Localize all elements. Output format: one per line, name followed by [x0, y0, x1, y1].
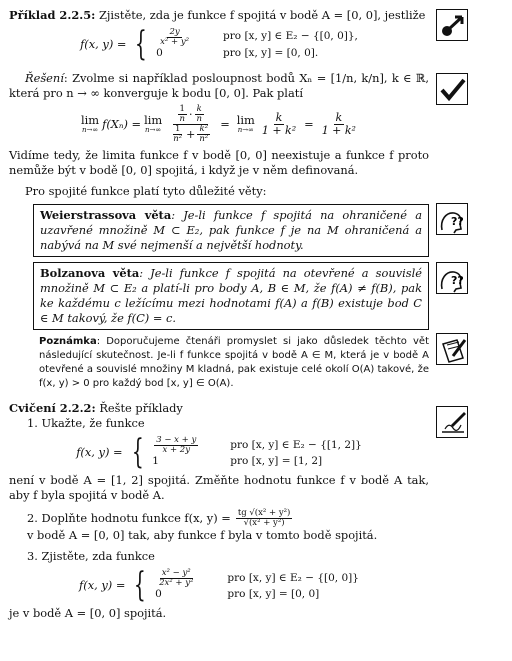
weierstrass-body: : Je-li funkce f spojitá na ohraničené a uzavřené množině M ⊂ E₂, pak funkce f je na M ohraničená a nabývá na M své nejmenší a největší hodnoty.	[40, 207, 422, 253]
weierstrass-theorem-box	[33, 204, 429, 257]
limit-subscript: n→∞	[81, 125, 99, 134]
solution-text1: : Zvolme si například posloupnost bodů Xₙ = [1/n, k/n], k ∈ ℝ, která pro n → ∞ konverguje k bodu [0, 0]. Pak platí	[9, 71, 429, 101]
item3-fraction	[157, 569, 195, 588]
exercise-heading	[9, 401, 429, 416]
example-func-lhs: f(x, y) =	[80, 36, 127, 51]
example-cases	[156, 28, 358, 61]
exercise-item3-intro: 3. Zjistěte, zda funkce	[27, 549, 155, 564]
fraction-numerator: x² − y²	[161, 568, 191, 579]
fraction-denominator: 2x² + y²	[159, 577, 194, 588]
fraction-denominator: 1 + k²	[261, 123, 297, 137]
limit-operator	[144, 115, 162, 133]
dot: ·	[188, 107, 193, 121]
item1-value2: 1	[152, 454, 159, 467]
example-case2-value: 0	[156, 46, 163, 59]
limit-word: lim	[144, 113, 163, 128]
fraction-numerator: tg √(x² + y²)	[237, 508, 291, 519]
item3-condition1: pro [x, y] ∈ E₂ − {[0, 0]}	[227, 571, 359, 584]
item1-condition1: pro [x, y] ∈ E₂ − {[1, 2]}	[230, 438, 362, 451]
notepad-pencil-icon	[436, 333, 468, 365]
exercise-item3-function	[9, 565, 429, 606]
equals-sign: =	[220, 116, 230, 131]
cursor-arrow-icon	[436, 9, 468, 41]
exercise-item3-after: je v bodě A = [0, 0] spojitá.	[9, 606, 167, 621]
fraction-denominator: x + 2y	[162, 444, 191, 455]
checkmark-icon	[436, 73, 468, 105]
fraction-denominator: n	[179, 114, 185, 125]
question-head-icon	[436, 262, 468, 294]
example-function	[9, 24, 429, 65]
limit-equation	[9, 105, 429, 144]
brace: {	[134, 565, 147, 606]
func-lhs: f(x, y) =	[79, 577, 126, 592]
exercise-item1-after: není v bodě A = [1, 2] spojitá. Změňte hodnotu funkce f v bodě A tak, aby f byla spojitá v bodě A.	[9, 473, 429, 503]
item1-condition2: pro [x, y] = [1, 2]	[230, 454, 323, 467]
fraction-numerator: k	[196, 104, 202, 115]
example-case1-condition: pro [x, y] ∈ E₂ − {[0, 0]},	[223, 30, 358, 43]
bolzano-body: : Je-li funkce f spojitá na otevřené a souvislé množině M ⊂ E₂ a platí-li pro body A, B ∈ M, že f(A) ≠ f(B), pak ke každému c ležícímu mezi hodnotami f(A) a f(B) existuje bod C ∈ M takový, že f(C) = c.	[40, 266, 422, 326]
item1-cases	[152, 436, 362, 469]
example-label: Příklad 2.2.5:	[9, 8, 96, 22]
fraction-denominator: n²	[199, 133, 209, 144]
func-lhs: f(x, y) =	[76, 444, 123, 459]
exercise-item1-intro: 1. Ukažte, že funkce	[27, 416, 145, 431]
pencil-writing-icon	[436, 406, 468, 438]
page-content	[9, 8, 429, 621]
result-fraction	[320, 112, 358, 136]
fraction-numerator: 2y	[169, 26, 180, 37]
fraction-numerator: 1	[179, 104, 185, 115]
fraction-numerator: k²	[199, 123, 209, 134]
compound-fraction	[167, 105, 214, 144]
svg-text:??: ??	[451, 274, 464, 287]
margin-icons	[436, 0, 506, 661]
example-text: Zjistěte, zda je funkce f spojitá v bodě A = [0, 0], jestliže	[98, 8, 426, 22]
compound-numerator	[173, 105, 207, 125]
note-title: Poznámka	[39, 336, 97, 348]
equals-sign: =	[304, 116, 314, 131]
f-xn: f(Xₙ) =	[102, 116, 142, 131]
item3-condition2: pro [x, y] = [0, 0]	[227, 587, 320, 600]
limit-word: lim	[81, 113, 100, 128]
fraction-numerator: k	[335, 111, 343, 125]
brace: {	[135, 24, 148, 65]
note-paragraph	[39, 335, 429, 391]
small-fraction	[194, 105, 203, 124]
limit-operator	[81, 115, 99, 133]
item2-text-a: 2. Doplňte hodnotu funkce f(x, y) =	[27, 511, 231, 526]
fraction-denominator: x² + y²	[160, 36, 190, 47]
svg-text:??: ??	[451, 215, 464, 228]
bolzano-theorem-box	[33, 262, 429, 330]
solution-conclusion: Vidíme tedy, že limita funkce f v bodě [0, 0] neexistuje a funkce f proto nemůže být v bodě [0, 0] spojitá, i když je v něm definovaná.	[9, 147, 429, 177]
theorems-intro: Pro spojité funkce platí tyto důležité věty:	[25, 183, 267, 198]
solution-label: Řešení	[25, 71, 64, 86]
limit-subscript: n→∞	[237, 125, 254, 134]
limit-operator	[237, 115, 255, 133]
plus: +	[186, 127, 196, 141]
fraction-denominator: n²	[173, 133, 183, 144]
fraction-numerator: k	[275, 111, 283, 125]
limit-word: lim	[236, 113, 255, 128]
small-fraction	[171, 125, 184, 144]
example-paragraph	[9, 8, 429, 23]
fraction-numerator: 1	[174, 123, 181, 134]
example-case2-condition: pro [x, y] = [0, 0].	[223, 46, 319, 59]
fraction-denominator: 1 + k²	[321, 123, 356, 137]
limit-fraction	[260, 112, 298, 136]
item3-cases	[155, 569, 359, 602]
exercise-item1-function	[9, 432, 429, 473]
item2-text-b: v bodě A = [0, 0] tak, aby funkce f byla v tomto bodě spojitá.	[27, 528, 378, 543]
compound-denominator	[167, 125, 214, 144]
brace: {	[131, 432, 144, 473]
note-body: : Doporučujeme čtenáři promyslet si jako důsledek těchto vět následující skutečnost. Je-li f funkce spojitá v bodě A ∈ M, která je v bodě A otevřené a souvislé množiny M kladná, pak existuje celé okolí O(A) takové, že f(x, y) > 0 pro každý bod [x, y] ∈ O(A).	[39, 336, 429, 390]
item2-fraction	[236, 509, 293, 528]
fraction-numerator: 3 − x + y	[156, 435, 197, 446]
exercise-item2	[27, 509, 429, 543]
item1-fraction	[154, 436, 198, 455]
small-fraction	[177, 105, 186, 124]
item3-value2: 0	[155, 587, 162, 600]
exercise-label: Cvičení 2.2.2:	[9, 401, 96, 416]
question-head-icon	[436, 203, 468, 235]
exercise-text: Řešte příklady	[99, 401, 183, 416]
small-fraction	[197, 125, 210, 144]
example-case1-fraction	[158, 28, 191, 47]
fraction-denominator: √(x² + y²)	[243, 518, 285, 529]
solution-paragraph	[9, 71, 429, 101]
bolzano-title: Bolzanova věta	[40, 266, 140, 281]
fraction-denominator: n	[196, 114, 202, 125]
limit-subscript: n→∞	[145, 125, 162, 134]
weierstrass-title: Weierstrassova věta	[40, 207, 172, 222]
